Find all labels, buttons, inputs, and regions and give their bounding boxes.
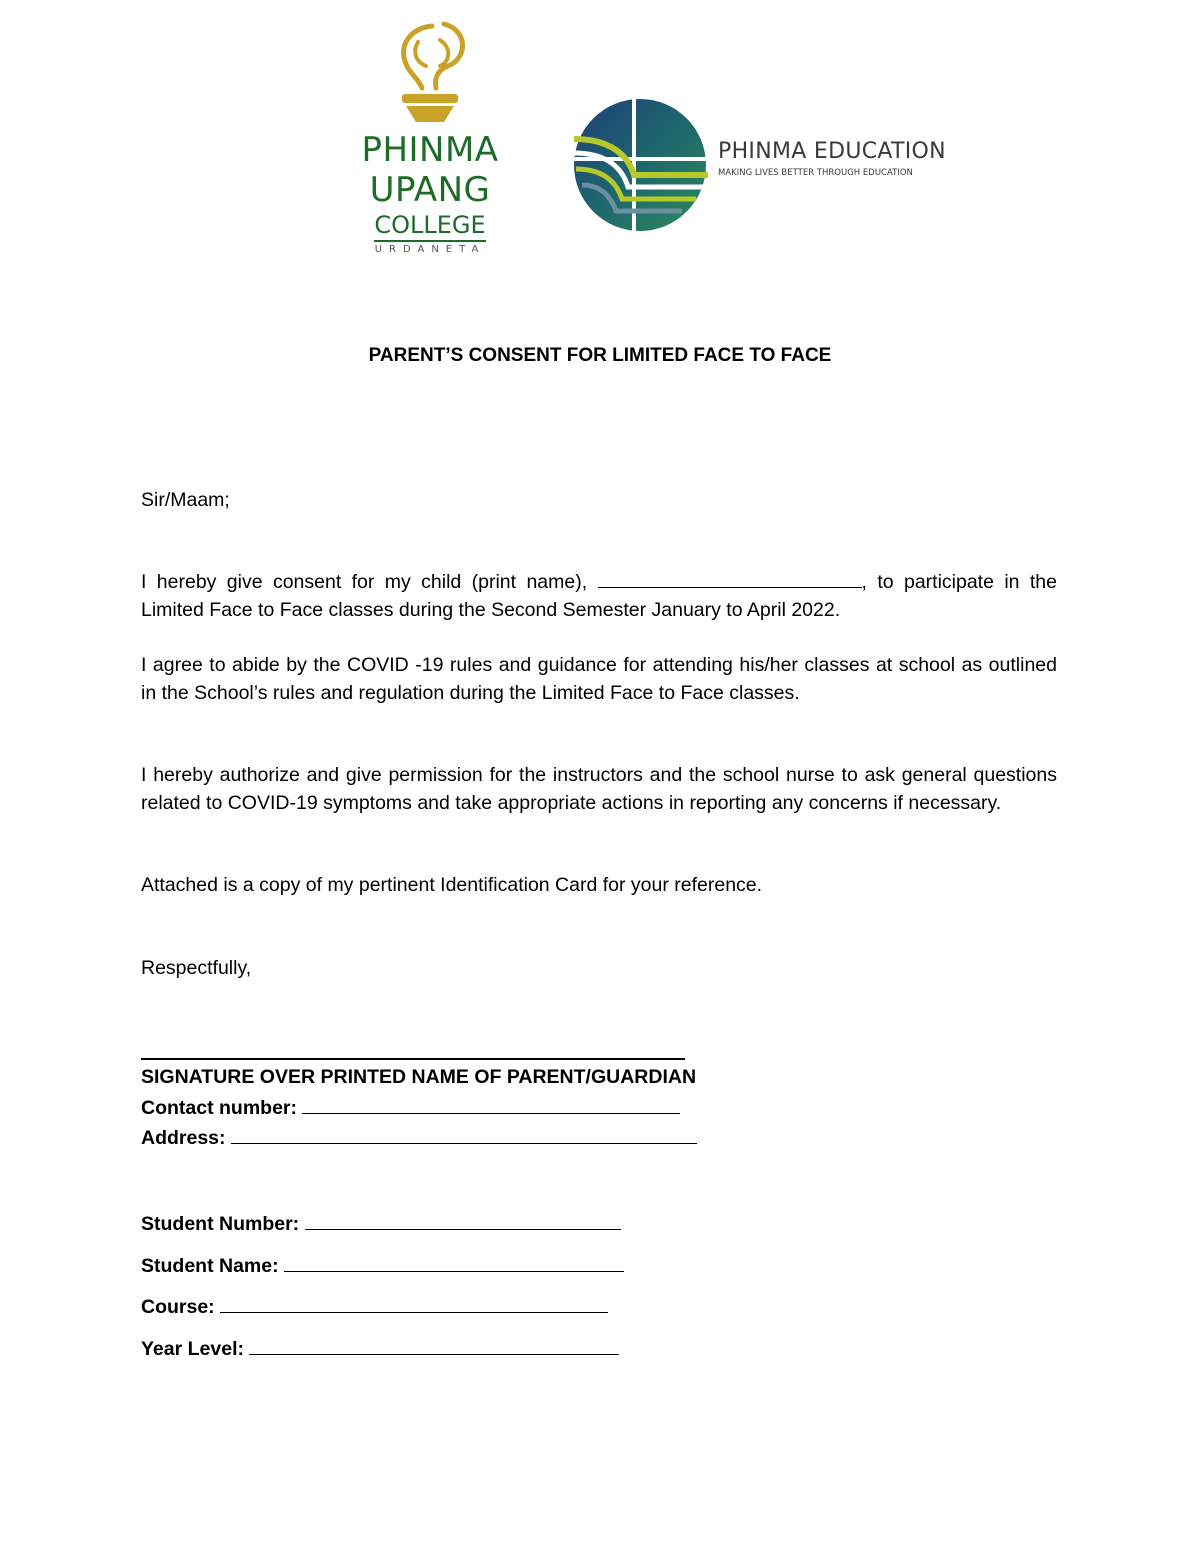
closing: Respectfully, (141, 957, 252, 979)
student-name-field (141, 1253, 624, 1278)
education-logo-tagline: MAKING LIVES BETTER THROUGH EDUCATION (718, 168, 913, 178)
year-level-blank[interactable] (249, 1336, 619, 1355)
college-logo-line-upang: UPANG (369, 170, 491, 210)
student-number-label: Student Number: (141, 1213, 300, 1235)
consent-paragraph (141, 569, 1057, 624)
consent-paragraph-suffix: , to participate in the Limited Face to Face classes during the Second Semester January to April 2022. (141, 571, 1057, 621)
covid-rules-paragraph: I agree to abide by the COVID -19 rules and guidance for attending his/her classes at school as outlined in the School’s rules and regulation during the Limited Face to Face classes. (141, 654, 1057, 704)
address-field (141, 1125, 697, 1150)
phinma-education-logo (570, 95, 970, 235)
student-name-label: Student Name: (141, 1255, 279, 1277)
signature-label: SIGNATURE OVER PRINTED NAME OF PARENT/GUARDIAN (141, 1066, 697, 1088)
attachment-paragraph: Attached is a copy of my pertinent Identification Card for your reference. (141, 874, 763, 896)
address-label: Address: (141, 1127, 226, 1149)
student-number-field (141, 1211, 621, 1236)
address-blank[interactable] (231, 1125, 697, 1144)
course-label: Course: (141, 1296, 215, 1318)
child-name-blank[interactable] (598, 569, 862, 588)
consent-paragraph-prefix: I hereby give consent for my child (print name), (141, 571, 588, 593)
student-name-blank[interactable] (284, 1253, 624, 1272)
contact-number-label: Contact number: (141, 1097, 297, 1119)
college-logo-line-college: COLLEGE (374, 211, 486, 239)
document-title: PARENT’S CONSENT FOR LIMITED FACE TO FACE (368, 345, 832, 366)
college-logo-line-phinma: PHINMA (361, 130, 499, 170)
course-blank[interactable] (220, 1294, 608, 1313)
student-number-blank[interactable] (305, 1211, 621, 1230)
college-logo-rule (374, 240, 486, 242)
signature-line[interactable] (141, 1058, 685, 1060)
authorization-paragraph: I hereby authorize and give permission for the instructors and the school nurse to ask general questions related to COVID-19 symptoms and take appropriate actions in reporting any concerns if necessary. (141, 764, 1057, 814)
torch-icon (340, 18, 520, 130)
salutation: Sir/Maam; (141, 489, 230, 511)
phinma-upang-college-logo (340, 18, 520, 255)
phinma-education-emblem-icon (570, 95, 710, 235)
year-level-field (141, 1336, 619, 1361)
course-field (141, 1294, 608, 1319)
contact-number-blank[interactable] (302, 1095, 680, 1114)
year-level-label: Year Level: (141, 1338, 244, 1360)
contact-number-field (141, 1095, 680, 1120)
education-logo-name: PHINMA EDUCATION (718, 139, 946, 164)
college-logo-line-urdaneta: URDANETA (374, 244, 486, 255)
